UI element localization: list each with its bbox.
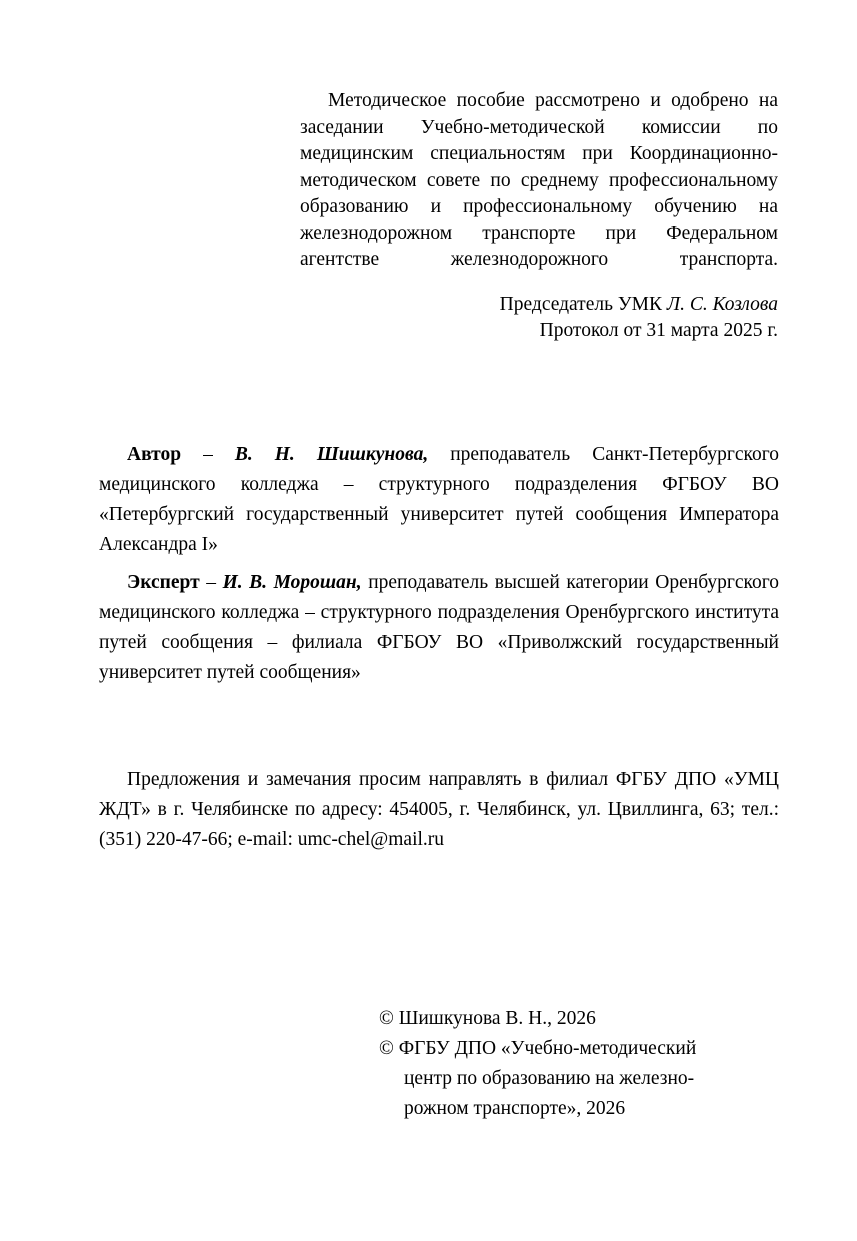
people-block [99,440,779,688]
contact-paragraph: Предложения и замечания просим направлять в филиал ФГБУ ДПО «УМЦ ЖДТ» в г. Челябинске по адресу: 454005, г. Челябинск, ул. Цвиллинга, 63; тел.: (351) 220-47-66; e-mail: umc-chel@mail.ru [99,769,779,850]
contact-block [99,765,779,855]
copyright-line-publisher-cont2: рожном транспорте», 2026 [404,1098,626,1119]
author-description: преподаватель Санкт-Петербургского медицинского колледжа – структурного подразделения ФГБОУ ВО «Петербургский государственный университет путей сообщения Императора Александра I» [99,444,780,555]
expert-description: преподаватель высшей категории Оренбургского медицинского колледжа – структурного подразделения Оренбургского института путей сообщения – филиала ФГБОУ ВО «Приволжский государственный университет путей сообщения» [99,572,780,683]
chair-line [300,292,778,319]
copyright-line-publisher-cont1: центр по образованию на железно- [404,1068,695,1089]
chair-label: Председатель УМК [499,293,663,315]
expert-name: И. В. Морошан, [222,572,362,593]
expert-role-label: Эксперт [127,572,200,593]
protocol-line: Протокол от 31 марта 2025 г. [539,320,778,341]
copyright-block [379,1004,799,1124]
approval-paragraph: Методическое пособие рассмотрено и одобрено на заседании Учебно-методической комиссии по медицинским специальностям при Координационно-методическом совете по среднему профессиональному образованию и профессиональному обучению на железнодорожном транспорте при Федеральном агентстве железнодорожного транспорта. [300,90,778,270]
author-role-label: Автор [127,444,182,465]
author-name: В. Н. Шишкунова, [234,444,429,465]
copyright-line-publisher: © ФГБУ ДПО «Учебно-методический [379,1038,697,1059]
copyright-line-author: © Шишкунова В. Н., 2026 [379,1008,596,1029]
chair-name: Л. С. Козлова [666,293,778,315]
author-dash: – [203,444,213,465]
expert-dash: – [206,572,216,593]
expert-paragraph [99,568,779,688]
spacer [300,274,778,292]
approval-block [300,88,778,345]
author-paragraph [99,440,779,560]
